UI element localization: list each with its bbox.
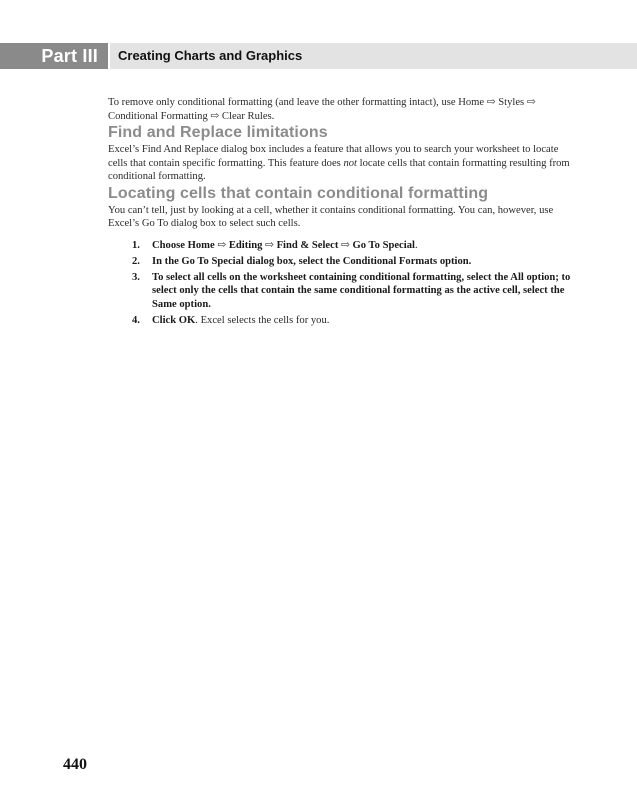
steps-list xyxy=(108,239,578,328)
step-number: 4. xyxy=(132,314,140,326)
step-item xyxy=(108,271,578,312)
page-content xyxy=(108,96,578,330)
step-result: . Excel selects the cells for you. xyxy=(195,314,330,326)
chapter-title: Creating Charts and Graphics xyxy=(118,48,303,63)
step-instruction: Click OK xyxy=(152,314,196,326)
step-result: . xyxy=(414,239,418,251)
step-item xyxy=(108,255,578,269)
step-instruction: To select all cells on the worksheet containing conditional formatting, select the All option; to select only the cells that contain the same conditional formatting as the active cell, select the Same option. xyxy=(152,271,571,310)
intro-paragraph: To remove only conditional formatting (and leave the other formatting intact), use Home ⇨ Styles ⇨ Conditional Formatting ⇨ Clear Rules. xyxy=(108,97,536,122)
part-label: Part III xyxy=(0,43,108,69)
step-instruction: Choose Home ⇨ Editing ⇨ Find & Select ⇨ Go To Special xyxy=(152,239,415,251)
locating-cells-paragraph: You can’t tell, just by looking at a cell, whether it contains conditional formatting. You can, however, use Excel’s Go To dialog box to select such cells. xyxy=(108,204,554,229)
page-number: 440 xyxy=(63,756,87,773)
step-item xyxy=(108,239,578,253)
step-item xyxy=(108,314,578,328)
step-instruction: In the Go To Special dialog box, select the Conditional Formats option. xyxy=(152,255,472,267)
header-divider xyxy=(108,43,110,69)
find-replace-paragraph xyxy=(108,143,578,184)
step-number: 2. xyxy=(132,255,140,267)
step-number: 1. xyxy=(132,239,140,251)
step-number: 3. xyxy=(132,271,140,283)
emphasis-not: not xyxy=(343,157,357,169)
section-heading-find-replace: Find and Replace limitations xyxy=(108,124,328,141)
find-replace-text-before: Excel’s Find And Replace dialog box includes a feature that allows you to search your worksheet to locate cells that contain specific formatting. This feature does xyxy=(108,144,559,169)
find-replace-text-after: locate cells that contain formatting resulting from conditional formatting. xyxy=(108,157,570,182)
section-heading-locating-cells: Locating cells that contain conditional formatting xyxy=(108,184,489,202)
running-header xyxy=(0,43,637,69)
